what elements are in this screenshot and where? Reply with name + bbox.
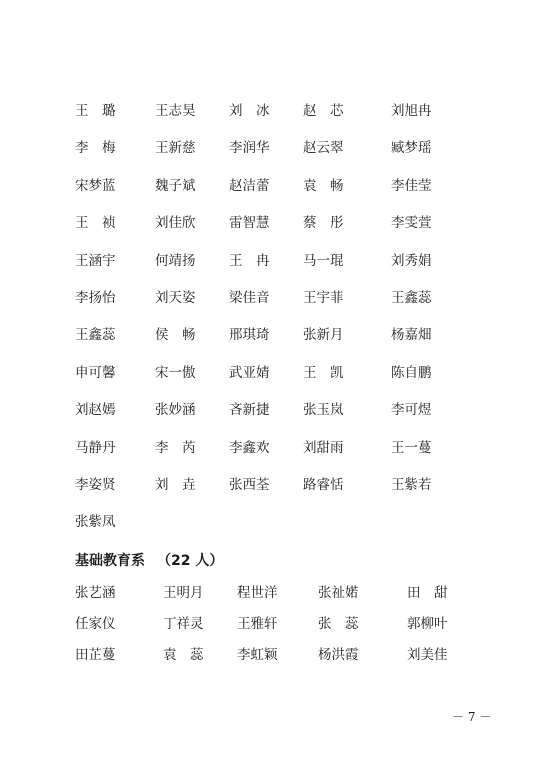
person-name: 赵 芯: [303, 103, 344, 119]
person-name: 王 璐: [75, 103, 116, 119]
person-name: 魏子斌: [155, 177, 196, 194]
person-name: 王鑫蕊: [75, 327, 116, 344]
person-name: 李虹颖: [237, 647, 278, 663]
person-name: 张祉婼: [318, 585, 359, 601]
person-name: 张西荃: [229, 477, 270, 493]
name-row: [0, 325, 554, 345]
person-name: 李雯萱: [391, 215, 432, 232]
person-name: 马静丹: [75, 439, 116, 456]
person-name: 李扬怡: [75, 290, 116, 306]
person-name: 梁佳音: [229, 290, 270, 306]
person-name: 李鑫欢: [229, 439, 270, 456]
person-name: 赵洁蕾: [229, 177, 270, 194]
person-name: 王涵宇: [75, 252, 116, 269]
person-name: 田 甜: [407, 585, 448, 601]
section-heading: [75, 551, 223, 571]
section-title: 基础教育系: [75, 553, 145, 569]
person-name: 袁 畅: [303, 177, 344, 194]
person-name: 臧梦瑶: [391, 140, 432, 157]
person-name: 吝新捷: [229, 402, 270, 419]
person-name: 张艺涵: [75, 585, 116, 601]
person-name: 程世洋: [237, 585, 278, 601]
person-name: 刘秀娟: [391, 252, 432, 269]
person-name: 马一琨: [303, 252, 344, 269]
person-name: 张妙涵: [155, 402, 196, 419]
person-name: 陈自鹏: [391, 364, 432, 381]
person-name: 李姿贤: [75, 477, 116, 493]
person-name: 刘赵嫣: [75, 402, 116, 419]
person-name: 蔡 彤: [303, 215, 344, 232]
name-row: [0, 101, 554, 121]
name-row: [0, 213, 554, 233]
person-name: 刘美佳: [407, 647, 448, 663]
person-name: 王 冉: [229, 252, 270, 269]
person-name: 郭柳叶: [407, 616, 448, 632]
name-row: [0, 475, 554, 495]
person-name: 赵云翠: [303, 140, 344, 157]
person-name: 田芷蔓: [75, 647, 116, 663]
person-name: 申可馨: [75, 364, 116, 381]
person-name: 刘 冰: [229, 103, 270, 119]
person-name: 王宇菲: [303, 290, 344, 306]
person-name: 王雅轩: [237, 616, 278, 632]
person-name: 刘 垚: [155, 477, 196, 493]
person-name: 王 祯: [75, 215, 116, 232]
name-row: [0, 176, 554, 196]
person-name: 张 蕊: [318, 616, 359, 632]
section-count: （22 人）: [157, 553, 224, 569]
name-row: [0, 438, 554, 458]
name-row: [0, 288, 554, 308]
person-name: 张玉岚: [303, 402, 344, 419]
person-name: 宋一傲: [155, 364, 196, 381]
person-name: 邢琪琦: [229, 327, 270, 344]
person-name: 王 凯: [303, 364, 344, 381]
person-name: 杨嘉畑: [391, 327, 432, 344]
person-name: 李润华: [229, 140, 270, 157]
person-name: 杨洪霞: [318, 647, 359, 663]
person-name: 王紫若: [391, 477, 432, 493]
person-name: 侯 畅: [155, 327, 196, 344]
person-name: 李 芮: [155, 439, 196, 456]
person-name: 王鑫蕊: [391, 290, 432, 306]
person-name: 刘佳欣: [155, 215, 196, 232]
person-name: 任家仪: [75, 616, 116, 632]
name-row: [0, 614, 554, 634]
person-name: 王新慈: [155, 140, 196, 157]
person-name: 刘旭冉: [391, 103, 432, 119]
person-name: 王志昊: [155, 103, 196, 119]
person-name: 袁 蕊: [163, 647, 204, 663]
name-row: [0, 251, 554, 271]
name-row: [0, 645, 554, 665]
person-name: 王一蔓: [391, 439, 432, 456]
person-name: 宋梦蓝: [75, 177, 116, 194]
person-name: 张新月: [303, 327, 344, 344]
person-name: 刘天姿: [155, 290, 196, 306]
person-name: 王明月: [163, 585, 204, 601]
person-name: 武亚婧: [229, 364, 270, 381]
person-name: 李可煜: [391, 402, 432, 419]
person-name: 丁祥灵: [163, 616, 204, 632]
name-row: [0, 583, 554, 603]
person-name: 雷智慧: [229, 215, 270, 232]
name-row: [0, 512, 554, 532]
name-row: [0, 363, 554, 383]
name-row: [0, 138, 554, 158]
name-row: [0, 400, 554, 420]
person-name: 路睿恬: [303, 477, 344, 493]
person-name: 李 梅: [75, 140, 116, 157]
person-name: 刘甜雨: [303, 439, 344, 456]
person-name: 李佳莹: [391, 177, 432, 194]
person-name: 张紫凤: [75, 514, 116, 531]
person-name: 何靖扬: [155, 252, 196, 269]
page-number: － 7 －: [452, 710, 492, 724]
